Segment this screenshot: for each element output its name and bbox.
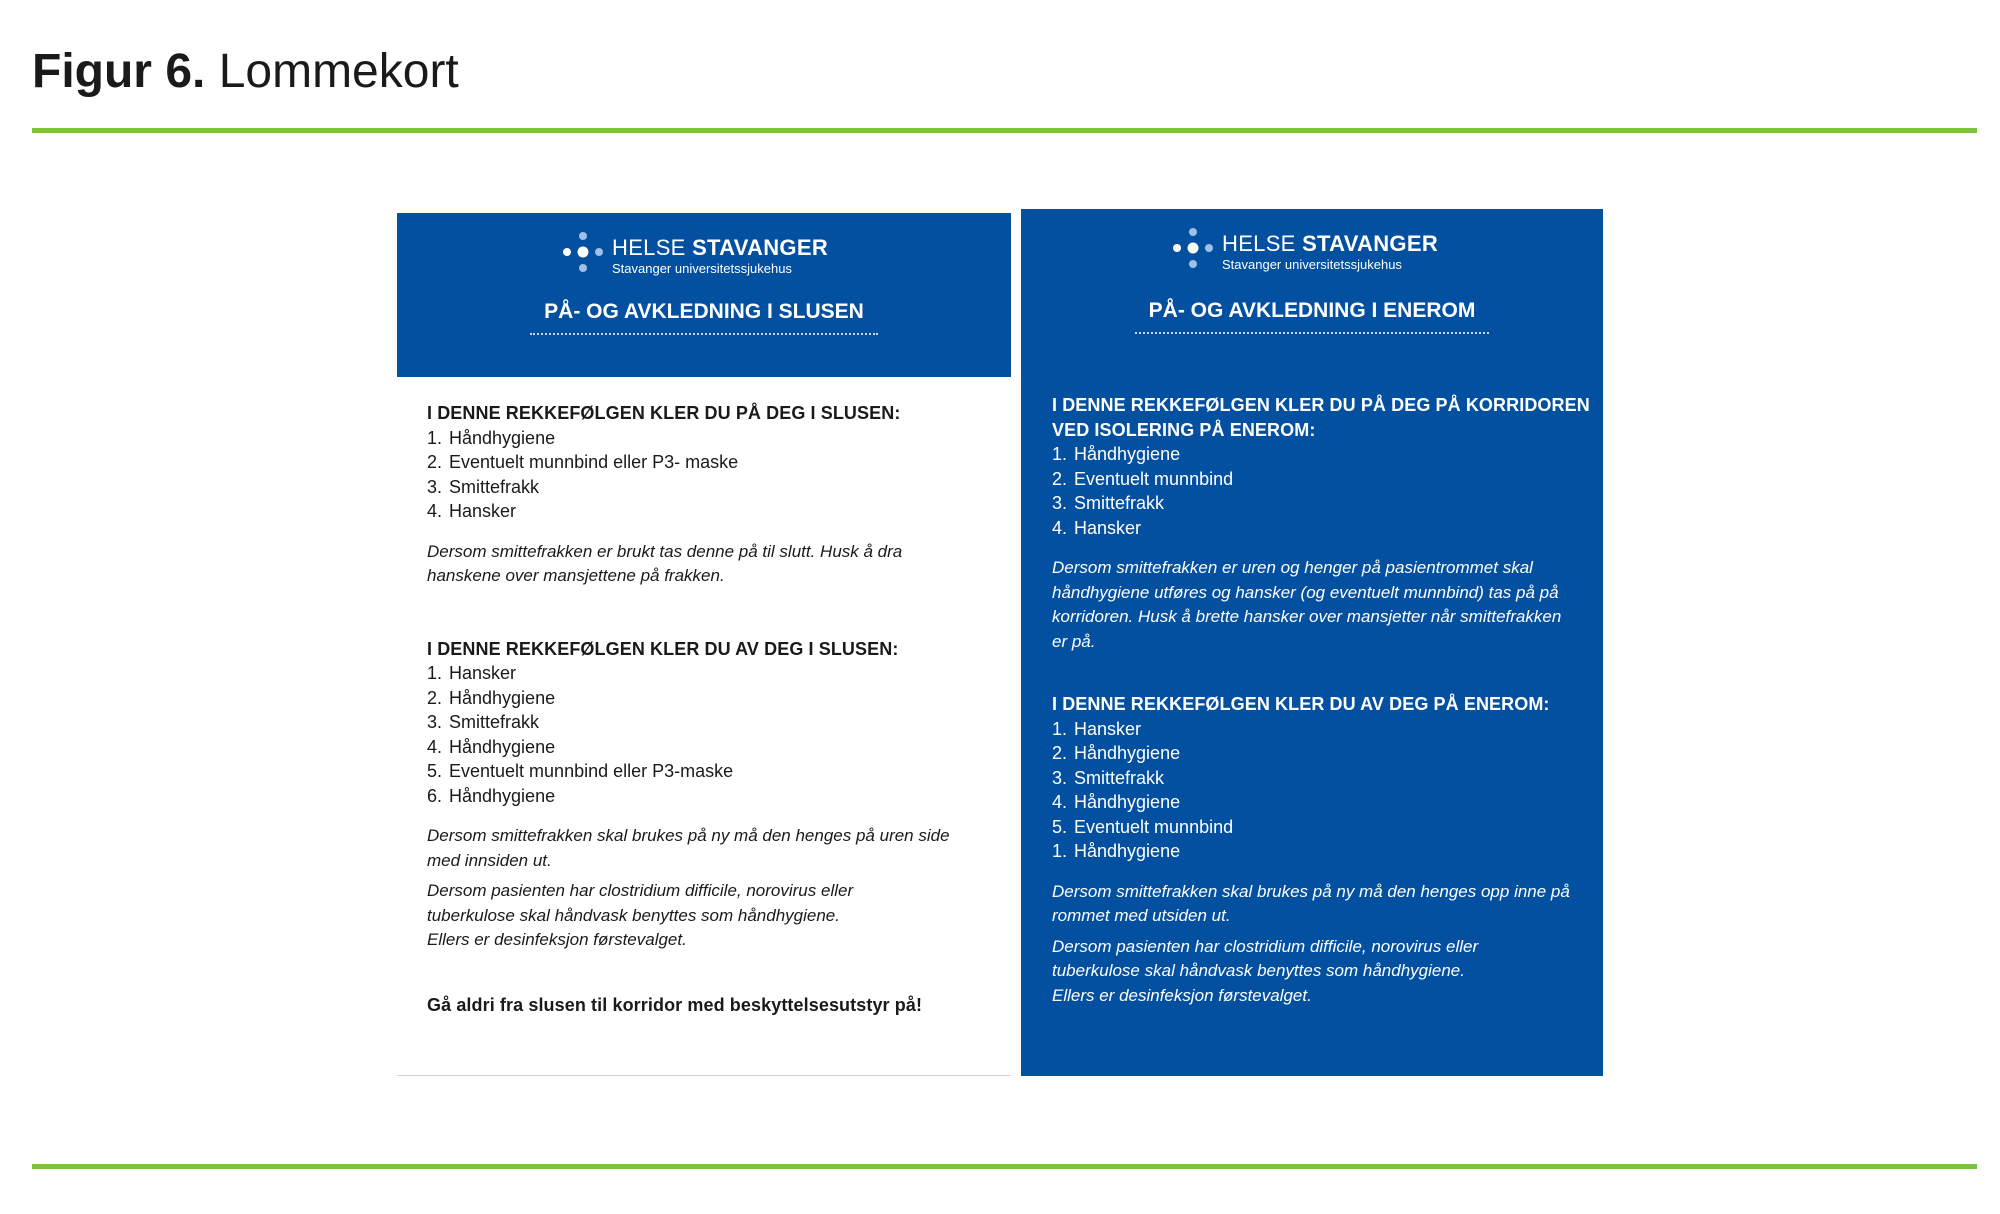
brand-subtitle: Stavanger universitetssjukehus xyxy=(612,261,792,276)
list-item: 4. Håndhygiene xyxy=(427,736,556,757)
list-item: 1. Håndhygiene xyxy=(1052,841,1181,861)
list-item: 4. Håndhygiene xyxy=(1052,792,1181,812)
dress-on-heading: I DENNE REKKEFØLGEN KLER DU PÅ DEG I SLUSEN: xyxy=(427,403,901,423)
dress-off-heading: I DENNE REKKEFØLGEN KLER DU AV DEG I SLUSEN: xyxy=(427,638,899,659)
list-item: 2. Eventuelt munnbind eller P3- maske xyxy=(427,452,739,472)
brand-name: HELSE STAVANGER xyxy=(612,235,829,260)
card-heading: PÅ- OG AVKLEDNING I ENEROM xyxy=(1021,298,1603,334)
reuse-note: Dersom smittefrakken skal brukes på ny må den henges opp inne på rommet med utsiden ut. xyxy=(1052,881,1570,925)
figure-title xyxy=(32,42,459,102)
list-item: 1. Håndhygiene xyxy=(1052,444,1181,464)
list-item: 2. Håndhygiene xyxy=(1052,743,1181,763)
list-item: 2. Eventuelt munnbind xyxy=(1052,468,1234,489)
list-item: 1. Hansker xyxy=(1052,718,1142,739)
list-item: 2. Håndhygiene xyxy=(427,687,556,708)
card-content xyxy=(1052,393,1592,1008)
list-item: 4. Hansker xyxy=(427,501,517,521)
list-item: 1. Håndhygiene xyxy=(427,427,556,448)
dress-on-note: Dersom smittefrakken er brukt tas denne på til slutt. Husk å dra hanskene over mansjettene på frakken. xyxy=(427,541,903,585)
dots-cross-logo-icon xyxy=(1170,227,1216,271)
dress-off-steps xyxy=(1052,717,1592,864)
pocket-card-enerom xyxy=(1021,209,1603,1076)
dress-off-heading: I DENNE REKKEFØLGEN KLER DU AV DEG PÅ ENEROM: xyxy=(1052,694,1550,714)
list-item: 3. Smittefrakk xyxy=(427,476,540,497)
list-item: 4. Hansker xyxy=(1052,517,1142,538)
dress-on-heading: I DENNE REKKEFØLGEN KLER DU PÅ DEG PÅ KORRIDOREN VED ISOLERING PÅ ENEROM: xyxy=(1052,395,1590,440)
print-code xyxy=(993,223,1003,373)
list-item: 5. Eventuelt munnbind xyxy=(1052,816,1234,837)
dots-cross-logo-icon xyxy=(560,231,606,275)
dress-on-steps xyxy=(427,426,997,524)
dress-on-steps xyxy=(1052,442,1592,540)
list-item: 3. Smittefrakk xyxy=(427,712,540,732)
brand-subtitle: Stavanger universitetssjukehus xyxy=(1222,257,1402,272)
figure-label: Figur 6. xyxy=(32,45,206,98)
bottom-divider xyxy=(32,1164,1977,1169)
list-item: 1. Hansker xyxy=(427,663,517,683)
list-item: 6. Håndhygiene xyxy=(427,785,556,806)
top-divider xyxy=(32,128,1977,133)
hygiene-note: Dersom pasienten har clostridium difficile, norovirus eller tuberkulose skal håndvask benyttes som håndhygiene. Ellers er desinfeksjon førstevalget. xyxy=(1052,936,1479,1005)
hygiene-note: Dersom pasienten har clostridium difficile, norovirus eller tuberkulose skal håndvask benyttes som håndhygiene. Ellers er desinfeksjon førstevalget. xyxy=(427,881,854,949)
dress-on-note: Dersom smittefrakken er uren og henger på pasientrommet skal håndhygiene utføres og hansker (og eventuelt munnbind) tas på på korridoren. Husk å brette hansker over mansjetter når smittefrakken er på. xyxy=(1052,558,1562,651)
figure-caption: Lommekort xyxy=(218,45,459,98)
card-content xyxy=(427,401,997,1017)
dress-off-steps xyxy=(427,661,997,808)
list-item: 3. Smittefrakk xyxy=(1052,493,1165,513)
pocket-card-slusen xyxy=(397,213,1011,1076)
card-heading: PÅ- OG AVKLEDNING I SLUSEN xyxy=(397,299,1011,335)
reuse-note: Dersom smittefrakken skal brukes på ny må den henges på uren side med innsiden ut. xyxy=(427,826,950,870)
warning-text: Gå aldri fra slusen til korridor med beskyttelsesutstyr på! xyxy=(427,994,923,1015)
list-item: 3. Smittefrakk xyxy=(1052,767,1165,788)
brand-name: HELSE STAVANGER xyxy=(1222,231,1439,256)
card-banner xyxy=(397,213,1011,377)
list-item: 5. Eventuelt munnbind eller P3-maske xyxy=(427,761,734,781)
